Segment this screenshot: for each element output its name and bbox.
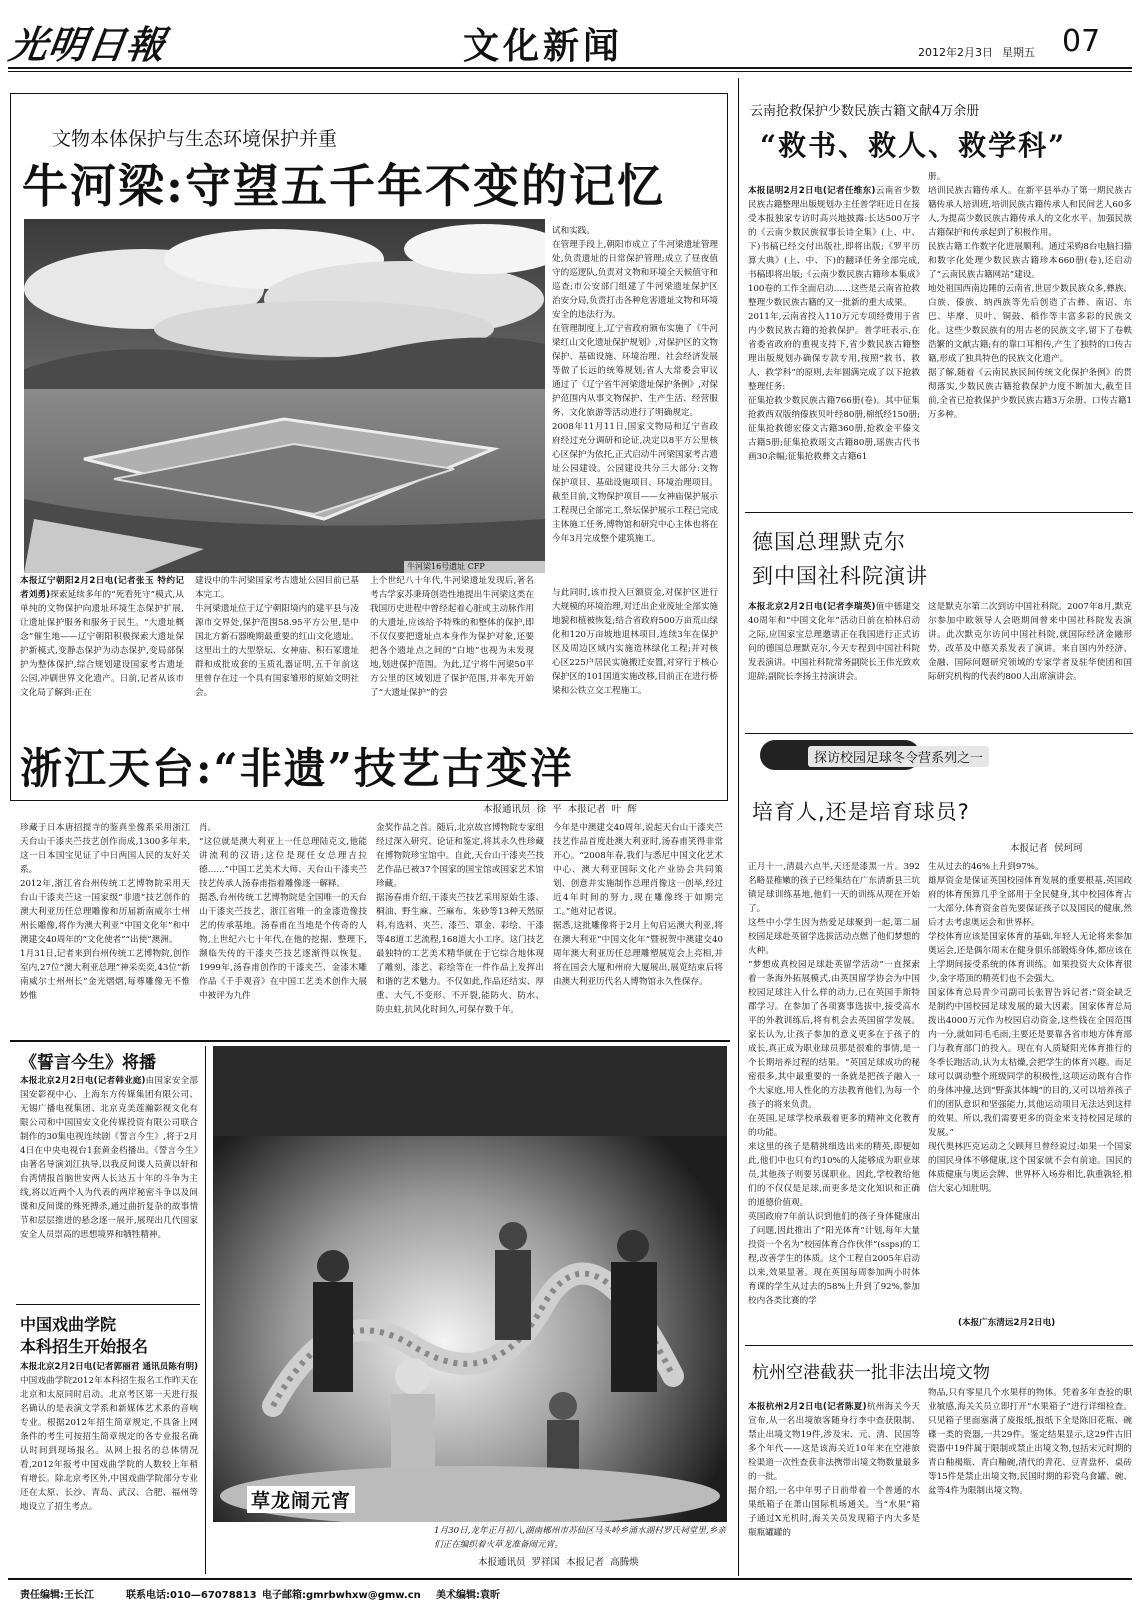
lead-photo [24,219,545,573]
opera-text: 中国戏曲学院2012年本科招生报名工作昨天在北京和太原同时启动。北京考区第一天进行报名确认的是表演文学系和新媒体艺术系的音响专业。根据2012年招生简章规定,不具备上网条件的考生可按招生简章规定的各专业报名确认时间到现场报名。从网上报名的总体情况看,2012年报考中国戏曲学院的人数较上年稍有增长。除北京考区外,中国戏曲学院部分专业还在太原、长沙、青岛、武汉、合肥、福州等地设立了招生考点。 [20,1376,198,1512]
football-col2: 生从过去的46%上升到97%。 雄厚资金是保证英国校园体育发展的重要根基,英国政府的体育预算几乎全部用于全民健身,其中校园体育占一大部分,体育资金首先要保证孩子以及国民的健康,然后才去考虑奥运会和世界杯。 学校体育应该是国家体育的基础,年轻人无论将来参加奥运会,还是偶尔周末在健身俱乐部锻炼身体,都应该在上学期间接受系统的体育训练。如果投资大众体育很少,金字塔顶的精英们也不会强大。 国家体育总局青少司副司长张智告诉记者:“资金缺乏是制约中国校园足球发展的最大因素。国家体育总局拨出4000万元作为校园启动资金,这些钱在全国范围内一分,就如同毛毛雨,主要还是要靠各省市地方体育部门与教育部门的投入。现在有人质疑阳光体育推行的冬季长跑活动,认为太枯燥,会把学生的体育兴趣。而足球可以调动整个班级同学的积极性,这项运动既有合作的身体冲撞,达到“野蛮其体魄”的目的,又可以培养孩子们的团队意识和坚强能力,其他运动项目无法达到这样的效果。所以,我们需要更多的资金来支持校园足球的发展。” 现代奥林匹克运动之父顾拜旦曾经说过:如果一个国家的国民身体不够健康,这个国家就不会有前途。国民的体质健康与奥运会牌、世界杯入场券相比,孰重孰轻,相信大家心知肚明。 [928,862,1132,1194]
lead-col1-text: 探索延续多年的“死看死守”模式,从单纯的文物保护向遗址环境生态保护扩展,让遗址保护服务和服务于民生。“大遗址概念”催生地——辽宁朝阳积极探索大遗址保护新模式,变静态保护为动态保护,变局部保护为整体保护,综合规划建设国家考古遗址公园,冲刷世界文化遗产。日前,记者从该市文化局了解到:正在 [20,590,184,698]
merkel-headline-2: 到中国社科院演讲 [752,564,928,588]
straw-dragon-image [213,1046,727,1522]
footer-email: 电子邮箱:gmrbwhxw@gmw.cn [262,1590,421,1601]
lead-col3: 上个世纪八十年代,牛河梁遗址发现后,著名考古学家苏秉琦创造性地提出牛河梁这类在我国历史进程中曾经起着心脏或主动脉作用的大遗址,应该给予特殊的和整体的保护,即不仅仅要把遗址点本身作为保护对象,还要把各个遗址点之间的“白地”也视为未发现地,划进保护范围。为此,辽宁将牛河梁50平方公里的区域划进了保护范围,并率先开始了“大遗址保护”的尝 [370,576,534,698]
divider-horizontal-mid [10,1040,730,1042]
tiantai-col3: 金奖作品之首。随后,北京故宫博物院专家组经过深入研究、论证和鉴定,将其永久性珍藏在博物院珍宝馆中。自此,天台山干漆夹苎技艺作品已被37个国家的国宝馆或国家艺术馆珍藏。 据汤春甫介绍,干漆夹苎技艺采用原始生漆、桐油、野生麻、苎麻布、朱砂等13种天然原料,有选料、夹苎、漆苎、罩金、彩绘、干漆等48道工艺流程,168道大小工序。这门技艺最独特的工艺美术精华就在于它综合地体现了雕刻、漆艺、彩绘等在一件作品上发挥出和谐的艺术魅力。不仅如此,作品还结实、厚重、大气,不变形、不开裂,能防火、防水、防虫蛀,抗风化时间久,可保存数千年。 [376,823,544,1015]
lead-col2: 建设中的牛河梁国家考古遗址公园目前已基本完工。 牛河梁遗址位于辽宁朝阳境内的建平县与凌源市交界处,保护范围58.95平方公里,是中国北方新石器晚期最重要的红山文化遗址。这里出土的大型祭坛、女神庙、积石冢遗址群和成批成套的玉质礼器证明,五千年前这里曾存在过一个具有国家雏形的原始文明社会。 [195,576,359,698]
yunnan-headline: “救书、救人、救学科” [760,129,1067,162]
oath-dateline: 本报北京2月2日电(记者韩业庭) [20,1076,146,1086]
lead-col4-top: 试和实践。 在管理手段上,朝阳市成立了牛河梁遗址管理处,负责遗址的日常保护管理;成立了昼夜值守的巡逻队,负责对文物和环境全天候值守和巡查;市公安部门组建了牛河梁遗址保护区治安分局,负责打击各种危害遗址文物和环境安全的违法行为。 在管理制度上,辽宁省政府颁布实施了《牛河梁红山文化遗址保护规划》,对保护区的文物保护、基础设施、环境治理、社会经济发展等做了长远的统筹规划;省人大常委会审议通过了《辽宁省牛河梁遗址保护条例》,对保护范围内从事文物保护、生产生活、经营服务、文化旅游等活动进行了明确规定。 2008年11月11日,国家文物局和辽宁省政府经过充分调研和论证,决定以8平方公里核心区保护为依托,正式启动牛河梁国家考古遗址公园建设。公园建设共分三大部分:文物保护项目、基础设施项目、环境治理项目。截至目前,文物保护项目——女神庙保护展示工程现已全部完工,祭坛保护展示工程已完成主体施工任务,博物馆和研究中心主体也将在今年3月完成整个建筑施工。 [552,226,718,544]
merkel-col2: 这是默克尔第二次到访中国社科院。2007年8月,默克尔参加中欧领导人会晤期间曾来中国社科院发表演讲。此次默克尔访问中国社科院,就国际经济金融形势、改革及中德关系发表了演讲。来自国内外经济、金融、国际问题研究领域的专家学者及驻华使团和国际研究机构的代表约800人出席演讲会。 [928,602,1132,682]
festival-photo [213,1046,727,1522]
festival-byline: 本报通讯员 罗祥国 本报记者 高腾焕 [478,1557,639,1568]
football-col1: 正月十一,清晨六点半,天还是漆黑一片。392名略显稚嫩的孩子已经集结在广东清新县三坑镇足球训练基地,他们一天的训练从现在开始了。 这些中小学生因为热爱足球聚到一起,第二届校园足球赴英留学选拔活动点燃了他们梦想的火种。 “梦想成真校园足球赴英留学活动”一直探索着一条海外拓展模式,由英国留学协会为中国校园足球注入什么样的动力,已在英国手斯特郡学习。在参加了各项赛事选拔中,接受高水平的外教训练后,将有机会去英国留学发展。家长认为,让孩子参加的意义更多在于孩子的成长,真正成为职业球员那是很难的事情,是一个长期培养过程的结果。“英国足球成功的秘密很多,其中最重要的一条就是把孩子融入一个大家庭,用人性化的方法教育他们,为每一个孩子的将来负责。 在英国,足球学校承载着更多的精神文化教育的功能。 来这里的孩子是精挑细选出来的精英,即便如此,他们中也只有约10%的人能够成为职业球员,其他孩子则要另谋职业。因此,学校教给他们的不仅仅是足球,而更多是文化知识和正确的道德价值观。 英国政府7年前认识到他们的孩子身体健康出了问题,因此推出了“阳光体育”计划,每年大量投资一个名为“校园体育合作伙伴”(ssps)的工程,改善学生的体质。这个工程自2005年启动以来,效果显著。现在英国每周参加两小时体育课的学生从过去的58%上升到了92%,参加校内各类比赛的学 [748,862,920,1306]
festival-caption: 1月30日,龙年正月初八,湖南郴州市苏仙区马头岭乡涌水湖村罗氏祠堂里,乡亲们正在编织着火草龙准备闹元宵。 [434,1526,726,1550]
series-tag-label: 探访校园足球冬令营系列之一 [808,746,989,767]
footer-editor: 责任编辑:王长江 [20,1590,94,1601]
football-headline: 培育人,还是培育球员? [752,800,970,824]
hangzhou-headline: 杭州空港截获一批非法出境文物 [752,1363,990,1383]
football-byline: 本报记者 侯珂珂 [1010,843,1083,854]
hangzhou-col2: 物品,只有零星几个水果样的物体。凭着多年查验的职业敏感,海关关员立即打开“水果箱子”进行详细检查。只见箱子里面塞满了废报纸,报纸下全是陈旧花瓶、碗碟一类的瓷器,一共29件。鉴定结果显示,这29件古旧瓷器中19件属于限制或禁止出境文物,包括宋元时期的青白釉褐瓶、青白釉碗,清代的青花、豆青盘杯、桌砖等15件是禁止出境文物,民国时期的彩瓷鸟食罐、碗、盆等4件为限制出境文物。 [928,1388,1132,1496]
football-signoff: (本报广东清远2月2日电) [958,1318,1056,1328]
footer-phone: 联系电话:010—67078813 [126,1590,257,1601]
merkel-col1 [748,600,920,740]
hangzhou-dateline: 本报杭州2月2日电(记者陈夏) [748,1402,867,1412]
masthead-rule [8,67,1132,69]
tiantai-col2: 肖。 “这位就是澳大利亚上一任总理陆克文,他能讲流利的汉语;这位是现任女总理吉拉德……”中国工艺美术大师、天台山干漆夹苎技艺传承人汤春甫指着雕像逐一解释。 据悉,台州传统工艺博物院是全国唯一的天台山干漆夹苎技艺、浙江省唯一的金漆造像技艺的传承基地。汤春甫在当地是个传奇的人物,上世纪六七十年代,在他的挖掘、整理下,濒临失传的干漆夹苎技艺逐渐得以恢复。1999年,汤春甫创作的干漆夹苎、金漆木雕作品《千手观音》在中国工艺美术创作大展中被评为九件 [199,823,367,1001]
oath-body [20,1074,198,1296]
opera-dateline: 本报北京2月2日电(记者郭丽君 通讯员陈有明) [20,1362,198,1372]
lead-col4-bottom: 与此同时,该市投入巨额资金,对保护区进行大规模的环境治理,对迁出企业废址全部实施地貌和植被恢复;结合省政府500万亩荒山绿化和120万亩坡地退林项目,连续3年在保护区及周边区域内实施造林绿化工程;并对核心区225户居民实施搬迁安置,对穿行于核心保护区的101国道实施改移,目前正在进行桥梁和公铁立交工程施工。 [552,588,718,696]
masthead-rule-thin [8,71,1132,72]
yunnan-col1-text: 云南省少数民族古籍整理出版规划办主任普学旺近日在接受本报独家专访时高兴地披露:长达500万字的《云南少数民族叙事长诗全集》(上、中、下)书稿已经交付出版社,即将出版;《罗平历算大典》(上、中、下)的翻译任务全部完成,书稿即将出版;《云南少数民族古籍珍本集成》100卷的工作全面启动……这些是云南省抢救整理少数民族古籍的又一批新的重大成果。 2011年,云南省投入110万元专项经费用于省内少数民族古籍的抢救保护。普学旺表示,在省委省政府的重视支持下,省少数民族古籍整理出版规划办确保专款专用,按照“救书、救人、救学科”的原则,去年圆满完成了以下抢救整理任务: 征集抢救少数民族古籍766册(卷)。其中征集抢救西双版纳傣族贝叶经80册,棉纸经150册;征集抢救德宏傣文古籍360册,抢救金平傣文古籍5册;征集抢救瑶文古籍80册,瑶族古代书画30余幅;征集抢救彝文古籍61 [748,186,920,462]
tiantai-headline: 浙江天台:“非遗”技艺古变洋 [20,744,574,793]
opera-headline-1: 中国戏曲学院 [20,1315,117,1334]
merkel-col1-text: 值中德建交40周年和“中国文化年”活动日前在柏林启动之际,应国家宝总理邀请正在我国进行正式访问的德国总理默克尔,今天专程到中国社科院发表演讲。中国社科院常务副院长王伟光致欢迎辞;副院长李扬主持演讲会。 [748,602,920,682]
divider-football-hangzhou [745,1345,1133,1346]
hangzhou-col1 [748,1386,920,1568]
footer-rule [8,1578,1132,1580]
yunnan-col2: 册。 培训民族古籍传承人。在新平县举办了第一期民族古籍传承人培训班,培训民族古籍传承人和民间艺人60多人,为提高少数民族古籍传承人的文化水平、加强民族古籍保护和传承起到了积极作用。 民族古籍工作数字化进展顺利。通过采购8台电脑扫描和数字化处理少数民族古籍珍本660册(卷),还启动了“云南民族古籍网站”建设。 地处祖国西南边陲的云南省,世居少数民族众多,彝族、白族、傣族、纳西族等先后创造了古彝、南诏、东巴、毕摩、贝叶、铜鼓、稻作等丰富多彩的民族文化。这些少数民族有的用古老的民族文字,留下了卷帙浩繁的文献古籍;有的靠口耳相传,产生了独特的口传古籍,形成了独具特色的民族文化遗产。 据了解,随着《云南民族民间传统文化保护条例》的贯彻落实,少数民族古籍抢救保护力度不断加大,截至目前,全省已抢救保护少数民族古籍3万余册、口传古籍1万多种。 [928,172,1132,420]
tiantai-col4: 今年是中澳建交40周年,说起天台山干漆夹苎技艺作品首度赴澳大利亚时,汤春甫笑得非常开心。“2008年春,我们与悉尼中国文化艺术中心、澳大利亚国际文化产业协会共同策划、创意并实施制作总理肖像这一创举,经过近4年时间的努力,现在雕像终于如期完工。”他对记者说。 据悉,这批雕像将于2月上旬启运澳大利亚,将在澳大利亚“中国文化年”暨祝贺中澳建交40周年澳大利亚历任总理雕塑展览会上亮相,并将在国会大厦和州府大厦展出,展览结束后将由澳大利亚历代名人博物馆永久性保存。 [553,823,723,987]
merkel-headline-1: 德国总理默克尔 [752,530,906,554]
festival-photo-title: 草龙闹元宵 [247,1486,355,1513]
hangzhou-col1-text: 杭州海关今天宣布,从一名出境旅客随身行李中查获限制、禁止出境文物19件,涉及宋、元、清、民国等多个年代——这是该海关近10年来在空港旅检渠道一次性查获非法携带出境文物数量最多的一批。 据介绍,一名中年男子日前带着一个普通的水果纸箱子在萧山国际机场通关。当“水果”箱子通过X光机时,海关关员发现箱子内大多是瓶瓶罐罐的 [748,1402,920,1538]
issue-date: 2012年2月3日 [918,46,993,59]
newspaper-logo: 光明日報 [6,22,169,67]
issue-weekday: 星期五 [1002,46,1035,59]
footer-art-editor: 美术编辑:袁昕 [436,1590,500,1601]
lead-dateline: 本报辽宁朝阳2月2日电(记者张玉 特约记者刘勇) [20,576,184,600]
divider-vertical-right [738,78,739,1576]
tiantai-byline: 本报通讯员 徐 平 本报记者 叶 辉 [483,804,637,815]
oath-headline: 《誓言今生》将播 [20,1053,156,1073]
divider-merkel-football [745,733,1133,734]
lead-headline: 牛河梁:守望五千年不变的记忆 [22,159,665,213]
yunnan-dateline: 本报昆明2月2日电(记者任维东) [748,186,876,196]
opera-headline-2: 本科招生开始报名 [20,1337,149,1356]
tiantai-col1: 珍藏于日本唐招提寺的鉴真坐像系采用浙江天台山干漆夹苎技艺创作而成,1300多年来,这一日本国宝见证了中日两国人民的友好关系。 2012年,浙江省台州传统工艺博物院采用天台山干漆夹苎这一国家级“非遗”技艺创作的澳大利亚历任总理雕像和历届新南威尔士州州长雕像,将作为澳大利亚“中国文化年”和中澳建交40周年的“文化使者”“出使”澳洲。 1月31日,记者来到台州传统工艺博物院,创作室内,27位“澳大利亚总理”神采奕奕,43位“新南威尔士州州长”金光熠熠,每尊雕像无不惟妙惟 [20,823,190,1001]
divider-vertical-left [205,1046,206,1574]
yunnan-col1 [748,170,920,512]
yunnan-kicker: 云南抢救保护少数民族古籍文献4万余册 [750,104,980,119]
oath-text: 由国家安全部国安影视中心、上海东方传媒集团有限公司、无锡广播电视集团、北京克美莲瀚影视文化有限公司和中国国安文化传媒投资有限公司联合制作的30集电视连续剧《誓言今生》,将于2月4日在中央电视台1套黄金档播出。《誓言今生》由著名导演刘江执导,以我反间谍人员黄以轩和台湾情报首脑世安两人长达五十年的斗争为主线,将以近两个人为代表的两岸秘密斗争以及间谍和反间谍的殊死搏杀,通过曲折复杂的故事情节和层层推进的悬念逐一展开,展现出几代国家安全人员崇高的思想境界和牺牲精神。 [20,1076,198,1240]
lead-kicker: 文物本体保护与生态环境保护并重 [52,128,338,150]
opera-body [20,1360,198,1568]
page-number: 07 [1062,24,1101,59]
ruins-landscape-image [24,219,545,573]
merkel-dateline: 本报北京2月2日电(记者李瑞英) [748,602,876,612]
section-title: 文化新闻 [463,25,624,67]
divider-oath-opera [16,1304,200,1305]
lead-photo-caption: 牛河梁16号遗址 CFP [404,561,550,573]
divider-yunnan-merkel [745,512,1133,513]
